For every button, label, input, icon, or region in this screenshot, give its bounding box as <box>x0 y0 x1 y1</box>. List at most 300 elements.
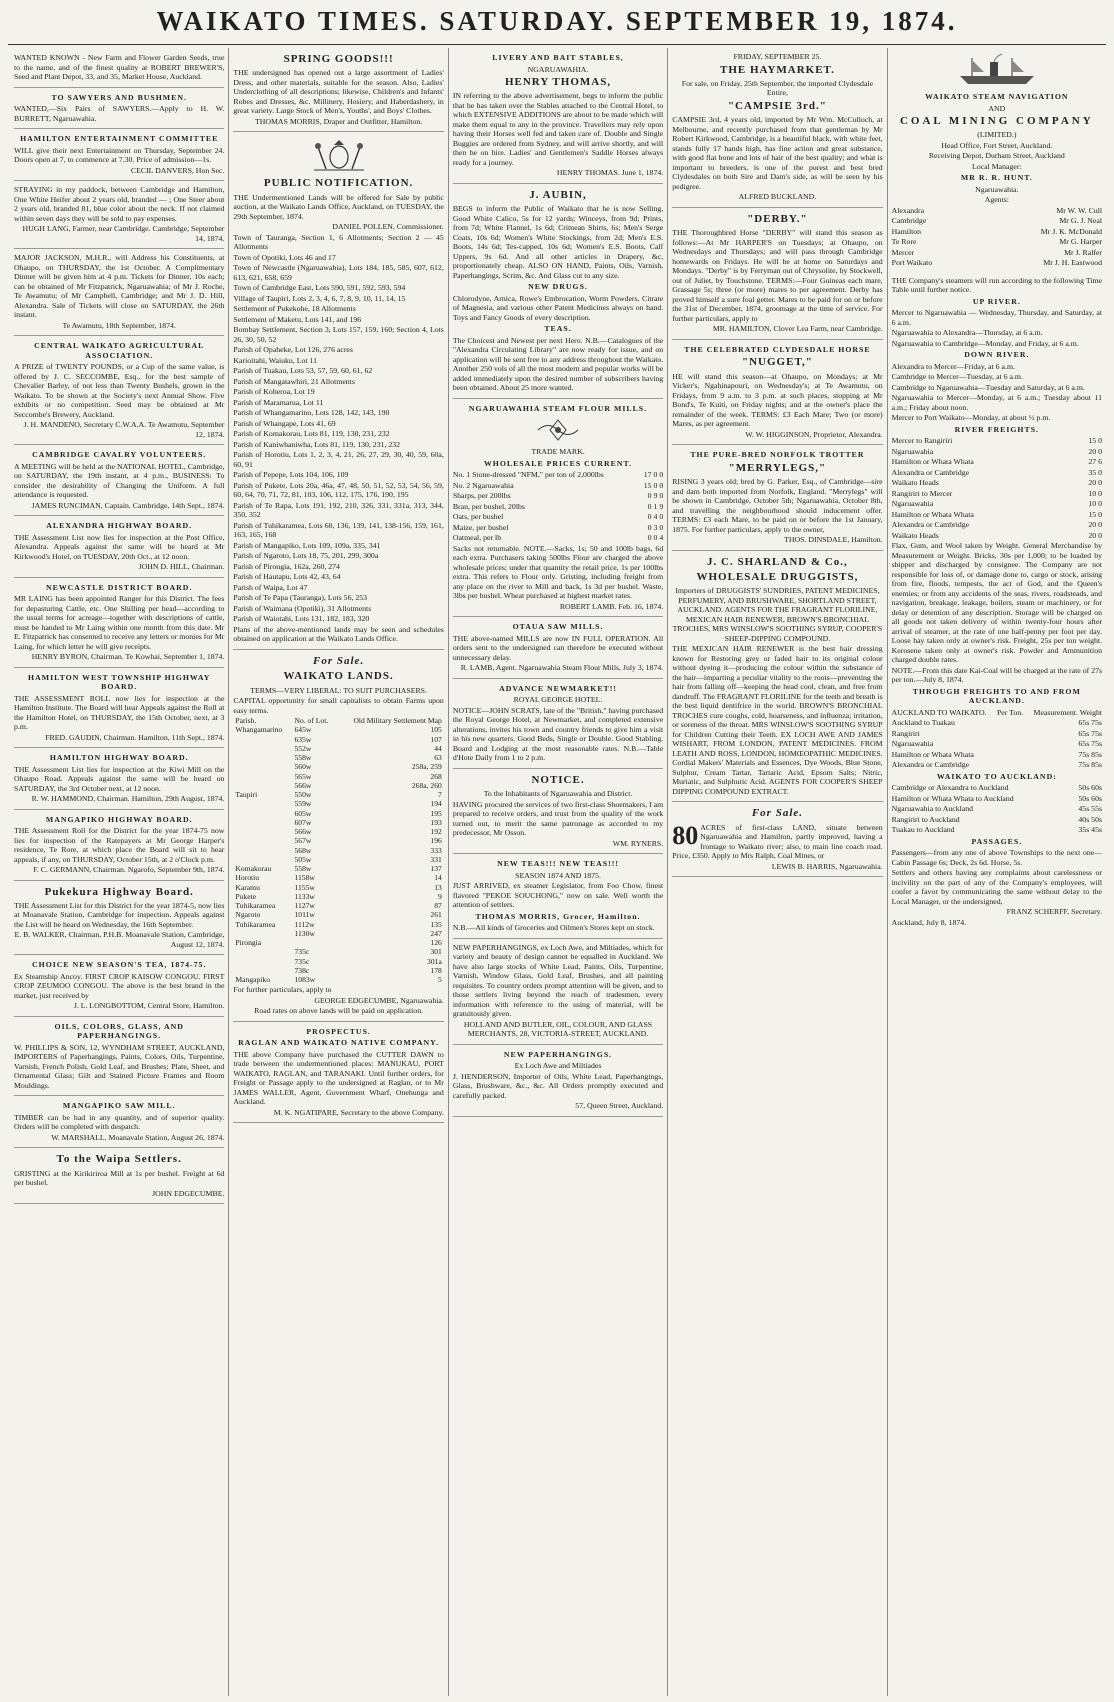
ad-body: THE Thoroughbred Horse "DERBY" will stand this season as follows:—At Mr HARPER'S on Tuesdays; at Ohaupo, on Wednesdays and Thursdays; and will pass through Cambridge homewards on Fridays. He will be at home on Saturdays and Mondays. "Derby" is by Ferryman out of Chrysolite, by Stockwell, out of Juliet, by Touchstone. TERMS:—Four Guineas each mare, Grassage 5s; three (or more) mares to per agreement. Derby has proved himself a sure foal getter. Mares to be paid for on or before the 31st of December, 1874, groomage at the time of service. For further particulars, apply to <box>672 228 883 323</box>
rate-row <box>892 815 1102 825</box>
ad-body: WILL give their next Entertainment on Thursday, September 24. Doors open at 7, to commence at 7.30. Price of admission—1s. <box>14 145 225 164</box>
agent-place: Alexandra <box>891 205 925 215</box>
table-row <box>233 753 443 762</box>
table-cell: 194 <box>430 799 442 809</box>
ad-title: OTAUA SAW MILLS. <box>512 622 604 632</box>
ad-body: THE above-named MILLS are now IN FULL OPERATION. All orders sent to the undersigned can therefore be executed without unnecessary delay. <box>452 633 664 662</box>
table-cell: 567w <box>294 836 312 846</box>
table-cell: 566w <box>294 827 312 837</box>
settlers-note: Settlers and others having any complaints about carelessness or incivility on the part of any of the Company's employees, will confer a favor by communicating the same without delay to the Local Manager, or the undersigned, <box>891 868 1103 906</box>
ad-body: MAJOR JACKSON, M.H.R., will Address his Constituents, at Ohaupo, on THURSDAY, the 1st October. A Complimentary Dinner will be given him at 4 p.m. Tickets for Dinner, 10s each; can be obtained of Mr Fitzpatrick, Ngaruawahia; of Mr J. Roche, Te Awamutu; of Mr Campbell, Cambridge; and Mr J. D. Hill, Alexandra. Sale of Tickets will close on SATURDAY, the 26th instant. <box>14 253 225 319</box>
ad-body: GRISTING at the Kirikiriroa Mill at 1s per bushel. Freight at 6d per bushel. <box>14 1168 225 1188</box>
table-row <box>233 855 443 864</box>
lot-line: Parish of Kaniwhaniwha, Lots 81, 119, 130, 231, 232 <box>233 439 401 449</box>
rate-route: Rangiriri <box>891 728 920 738</box>
ad-body: IN referring to the above advertisement, begs to inform the public that he has taken over the Stables attached to the Central Hotel, to which EXTENSIVE ADDITIONS are about to be made which will make them equal to any in the province. Travellers may rely upon having their Horses well fed and taken care of. Double and Single Buggies are ordered from Sydney, and will arrive shortly, and will then be on hire. Ladies' and Gentlemen's Saddle Horses always ready for a journey. <box>452 91 664 167</box>
ad-otaua <box>453 617 663 679</box>
table-cell: 87 <box>434 901 442 911</box>
column-header: Old Military Settlement Map <box>353 716 442 726</box>
ad-title: THE PURE-BRED NORFOLK TROTTER <box>690 450 865 460</box>
table-cell: 9 <box>438 891 442 901</box>
lot-line: Parish of Whangape, Lots 41, 69 <box>233 418 336 428</box>
ad-signature: J. H. MANDENO, Secretary C.W.A.A. Te Awamutu, September 12, 1874. <box>23 420 225 439</box>
ad-body: THE ASSESSMENT ROLL now lies for inspection at the Hamilton Institute. The Board will hear Appeals against the Roll at the Hamilton Hotel, on THURSDAY, the 15th October, next, at 3 p.m. <box>14 693 225 731</box>
ad-hamilton-board <box>14 748 224 810</box>
ad-saw-mill <box>14 1096 224 1148</box>
rate-values: 65s 75s <box>1078 739 1103 749</box>
table-cell: 605w <box>294 808 312 818</box>
ad-title: NGARUAWAHIA STEAM FLOUR MILLS. <box>468 403 648 413</box>
ad-terms: TERMS—VERY LIBERAL: TO SUIT PURCHASERS. <box>250 685 427 695</box>
rate-row <box>892 739 1102 749</box>
table-row <box>233 966 443 975</box>
ad-subtitle: TEAS. <box>544 324 572 334</box>
table-row <box>233 809 443 818</box>
price-value: 0 4 0 <box>647 512 664 522</box>
freight-row <box>892 520 1102 530</box>
price-row <box>453 533 663 543</box>
ad-title: LIVERY AND BAIT STABLES, <box>492 53 624 62</box>
ad-sharland <box>672 551 882 803</box>
agent-place: Mercer <box>891 247 915 257</box>
price-item: Bran, per bushel, 20lbs <box>452 501 525 511</box>
agent-name: Mr J. K. McDonald <box>1040 226 1103 236</box>
ad-title: TO SAWYERS AND BUSHMEN. <box>51 92 187 102</box>
ad-body: W. PHILLIPS & SON, 12, WYNDHAM STREET, AUCKLAND, IMPORTERS of Paperhangings, Paints, Colors, Oils, Turpentine, Varnish, French Polish, Gold Leaf, and Brushes; Plate, Sheet, and Ornamental Glass; Gilt and Stained Picture Frames and Room Mouldings. <box>14 1042 225 1090</box>
ad-subtitle: WAIKATO LANDS. <box>283 670 394 683</box>
table-cell: 14 <box>434 873 442 883</box>
table-cell: Karamu <box>235 882 260 892</box>
rate-row <box>892 750 1102 760</box>
ad-paperhangings <box>453 939 663 1045</box>
table-row <box>233 781 443 790</box>
ad-title: CENTRAL WAIKATO AGRICULTURAL ASSOCIATION. <box>34 341 205 360</box>
table-row <box>233 836 443 845</box>
ad-signature: W. W. HIGGINSON, Proprietor, Alexandra. <box>745 429 883 439</box>
ad-subtitle: Ex Loch Awe and Miltiades <box>514 1061 602 1071</box>
ad-body: TIMBER can be had in any quantity, and of superior quality. Orders will be completed with despatch. <box>14 1112 225 1132</box>
agent-name: Mr G. Harper <box>1059 237 1103 247</box>
ad-title: "DERBY." <box>747 212 808 225</box>
steamer-icon <box>892 52 1102 88</box>
ad-cavalry <box>14 445 224 516</box>
table-cell: Komakorau <box>235 864 272 874</box>
column-1 <box>10 48 229 1696</box>
ad-title: For Sale. <box>751 807 804 820</box>
ad-signature: W. MARSHALL. Moanavale Station, August 26, 1874. <box>51 1132 225 1142</box>
table-cell: Taupiri <box>235 790 258 800</box>
ad-signature: HUGH LANG, Farmer, near Cambridge. Cambridge, September 14, 1874. <box>22 224 225 243</box>
table-cell: 566w <box>294 780 312 790</box>
table-cell: Pukete <box>235 891 257 901</box>
table-cell: 645w <box>294 725 312 735</box>
timetable-row: Cambridge to Ngaruawahia—Tuesday and Saturday, at 6 a.m. <box>891 382 1085 392</box>
freight-row <box>892 478 1102 488</box>
lot-line: Town of Tauranga, Section 1, 6 Allotments; Section 2 — 45 Allotments <box>233 232 444 252</box>
ad-body: THE Assessment List now lies for inspection at the Post Office, Alexandra. Appeals against the same will be heard at Mr Kirkwood's Hotel, on TUESDAY, 20th Oct., at 12 noon. <box>14 532 225 561</box>
ad-signature: J. L. LONGBOTTOM, Central Store, Hamilton. <box>73 1001 225 1011</box>
ad-signature: HENRY THOMAS. June 1, 1874. <box>556 168 664 178</box>
rate-values: 65s 75s <box>1078 728 1103 738</box>
table-cell: 552w <box>294 743 312 753</box>
ad-newcastle-board <box>14 578 224 668</box>
ad-note: Sacks not returnable. NOTE.—Sacks, 1s; 50 and 100lb bags, 6d each extra. Purchasers taking 500lbs Flour are charged the above wholesale prices; under that quantity the retail price, 1s per 100lbs extra. This refers to Flour only. Gristing, including freight from any place on the river to Mill and back, 1s 3d per bushel. Waste, 3lbs per bushel. Wheat purchased at highest market rates. <box>452 543 664 601</box>
freight-row <box>892 447 1102 457</box>
ad-body: A MEETING will be held at the NATIONAL HOTEL, Cambridge, on SATURDAY, the 19th instant, at 4 p.m., BUSINESS: To consider the desirability of Changing the Uniform. A full attendance is requested. <box>14 461 225 499</box>
columns <box>10 48 1106 1696</box>
lot-line: Parish of Whangamarino, Lots 128, 142, 143, 190 <box>233 408 390 418</box>
rate-values: 75s 85s <box>1078 760 1103 770</box>
price-value: 0 1 9 <box>647 501 664 511</box>
rate-values: 40s 50s <box>1078 814 1103 824</box>
ad-note: N.B.—All kinds of Groceries and Oilmen's Stores kept on stock. <box>452 923 655 933</box>
ad-body: J. HENDERSON, Importer of Oils, White Lead, Paperhangings, Glass, Brushware, &c., &c. All Orders promptly executed and carefully packed. <box>452 1071 664 1100</box>
ad-straying <box>14 181 224 249</box>
horse-name: "NUGGET," <box>742 356 813 369</box>
ad-signature: 57, Queen Street, Auckland. <box>575 1101 664 1111</box>
table-cell: 635w <box>294 734 312 744</box>
lot-line: Parish of Opaheke, Lot 126, 276 acres <box>233 345 353 355</box>
agent-row <box>892 248 1102 258</box>
ad-waipa <box>14 1148 224 1204</box>
table-row <box>233 744 443 753</box>
ad-phillips <box>14 1017 224 1097</box>
table-cell: 137 <box>430 864 442 874</box>
ad-seeds <box>14 48 224 88</box>
through-freights-title: THROUGH FREIGHTS TO AND FROM AUCKLAND. <box>912 686 1081 706</box>
lands-table-body <box>233 725 443 984</box>
price-row <box>453 470 663 480</box>
freight-route: Alexandra or Cambridge <box>891 467 970 477</box>
price-value: 0 3 0 <box>647 522 664 532</box>
table-cell: 559w <box>294 799 312 809</box>
ad-title: NEW TEAS!!! NEW TEAS!!! <box>497 859 619 869</box>
table-cell: 333 <box>430 845 442 855</box>
ad-signature: CECIL DANVERS, Hon Sec. <box>130 165 225 175</box>
passages-body: Passengers—from any one of above Townships to the next one—Cabin Passage 6s; Deck, 2s 6d. Horse, 5s. <box>891 848 1103 867</box>
through-list <box>892 718 1102 770</box>
ad-title: HAMILTON ENTERTAINMENT COMMITTEE <box>20 134 219 143</box>
table-cell: 550w <box>294 790 312 800</box>
up-river-title: UP RIVER. <box>972 296 1021 306</box>
table-cell <box>233 799 292 808</box>
receiving-depot: Receiving Depot, Durham Street, Auckland <box>928 151 1065 161</box>
table-cell <box>233 836 292 845</box>
table-cell <box>233 753 292 762</box>
horse-name: "CAMPSIE 3rd." <box>727 99 827 112</box>
table-cell: Ngaroto <box>235 910 261 920</box>
table-cell <box>233 929 292 938</box>
table-cell: Whangamarino <box>235 725 283 735</box>
table-cell <box>233 735 292 744</box>
ad-date: FRIDAY, SEPTEMBER 25. <box>733 52 822 61</box>
lot-line: Parish of Waipa, Lot 47 <box>233 582 308 592</box>
agent-row <box>892 216 1102 226</box>
ad-body: THE undersigned has opened out a large assortment of Ladies' Dress, and other materials, suitable for the season. Also, Ladies' Underclothing of all descriptions; likewise, Children's and Infants' Robes and Dresses, &c. Millinery, Hosiery, and Haberdashery, in great variety. Large Stock of Men's, Youths', and Boys' Clothes. <box>233 68 444 116</box>
lot-line: Parish of Maramarua, Lot 11 <box>233 397 324 407</box>
table-row <box>233 827 443 836</box>
ad-body: THE Assessment List for this District for the year 1874-5, now lies at Moanavale Station, Cambridge for inspection. Appeals against the List will be heard on Wednesday, the 16th September. <box>14 900 225 929</box>
freight-row <box>892 531 1102 541</box>
ad-signature: THOS. DINSDALE, Hamilton. <box>784 535 883 545</box>
lot-line: Parish of Te Papa (Tauranga), Lots 56, 253 <box>233 593 368 603</box>
table-cell <box>233 744 292 753</box>
table-row <box>233 772 443 781</box>
agent-place: Cambridge <box>891 216 927 226</box>
masthead-rule <box>8 44 1106 45</box>
table-cell: 126 <box>430 938 442 948</box>
table-row <box>233 818 443 827</box>
ad-body: NOTICE—JOHN SCRATS, late of the "British," having purchased the Royal George Hotel, at Newmarket, and completed extensive alterations, invites his town and country friends to give him a visit in his new quarters. Good Beds, Single or Double. Good Stabling. Board and Lodging at the most reasonable rates. N.B.—Table d'Hote Daily from 1 to 2 p.m. <box>452 705 664 763</box>
table-cell: 135 <box>430 919 442 929</box>
table-cell: 738c <box>294 965 310 975</box>
ad-subtitle: RAGLAN AND WAIKATO NATIVE COMPANY. <box>238 1038 440 1048</box>
lot-line: Parish of Mangapiko, Lots 109, 109a, 335, 341 <box>233 540 381 550</box>
ad-body: ACRES of first-class LAND, situate between Ngaruawahia and Hamilton, partly improved, having a frontage to Waikato river; also, to main line coach road. Price, £350. Apply to Mrs Ralph, Coal Mines, or <box>672 822 883 861</box>
freight-row <box>892 499 1102 509</box>
lot-line: Parish of Pirongia, 162a, 260, 274 <box>233 561 340 571</box>
freights-title: RIVER FREIGHTS. <box>954 424 1039 434</box>
lot-line: Parish of Pukete, Lots 20a, 46a, 47, 48, 50, 51, 52, 53, 54, 56, 59, 60, 64, 70, 71, 72, 81, 103, 106, 112, 175, 176, 190, 195 <box>233 480 444 500</box>
table-cell: 301 <box>430 947 442 957</box>
table-cell: 1127w <box>294 901 315 911</box>
rate-route: Ngaruawahia to Auckland <box>891 804 974 814</box>
rate-route: Rangiriri to Auckland <box>891 814 960 824</box>
masthead: WAIKATO TIMES. SATURDAY. SEPTEMBER 19, 1874. <box>156 6 958 36</box>
freight-rate: 15 0 <box>1088 509 1103 519</box>
freight-rate: 20 0 <box>1088 478 1103 488</box>
price-value: 0 0 4 <box>647 533 664 543</box>
ad-signature: ROBERT LAMB. Feb. 16, 1874. <box>559 601 664 611</box>
agent-name: Mr G. J. Neal <box>1059 216 1103 226</box>
rate-row <box>892 794 1102 804</box>
ad-note: Road rates on above lands will be paid on application. <box>254 1006 424 1016</box>
ad-body: A PRIZE of TWENTY POUNDS, or a Cup of the same value, is offered by J. C. SECCOMBE, Esq., for the best sample of Chevalier Barley, of not less than Twenty Bushels, grown in the Waikato. To be shown at the Society's next Annual Show. Five exhibits or no competition. Seed may be obtained at Mr Seccombe's Brewery, Auckland. <box>14 362 225 419</box>
rate-row <box>892 783 1102 793</box>
ad-body: THE Undermentioned Lands will be offered for Sale by public auction, at the Waikato Lands Office, Auckland, on TUESDAY, the 29th September, 1874. <box>233 192 444 221</box>
ad-public-notification <box>233 132 443 649</box>
table-row <box>233 975 443 984</box>
price-row <box>453 512 663 522</box>
table-row <box>233 735 443 744</box>
table-cell: 1011w <box>294 910 315 920</box>
agent-row <box>892 237 1102 247</box>
table-cell: 1083w <box>294 975 316 985</box>
price-item: No. 1 Stone-dressed "NFM," per ton of 2,000lbs <box>452 470 604 480</box>
up-river-list <box>892 308 1102 348</box>
freight-route: Waikato Heads <box>891 530 939 540</box>
ad-agricultural <box>14 336 224 445</box>
ad-signature: LEWIS B. HARRIS, Ngaruawahia. <box>771 861 883 871</box>
down-river-list <box>892 362 1102 423</box>
lands-table <box>233 716 443 984</box>
lot-line: Parish of Waimana (Opotiki), 31 Allotments <box>233 603 372 613</box>
table-cell: 261 <box>430 910 442 920</box>
ad-body: BEGS to inform the Public of Waikato that he is now Selling, Good White Calico, 5s for 12 yards; Winceys, from 9d; Prints, from 7d; White Flannel, 1s 6d; Crimean Shirts, 6s; Men's Serge Coats, 10s 6d; Women's White Stockings, from 2d; Men's E.S. Boots, 14s 6d; Tes-capped, 10s 6d; Women's E.S. Boots, Calf Uppers, 9s 6d. And all other articles in Drapery, &c, proportionately cheap. ALSO ON HAND, Paints, Oils, Varnish, Paperhangings, Scrim, &c. And Glass cut to any size. <box>452 204 664 280</box>
ad-body: STRAYING in my paddock, between Cambridge and Hamilton, One White Heifer about 2 years old, branded — ; One Steer about 2 years old, branded 81, blue color about the neck. If not claimed within seven days they will be sold to pay expenses. <box>14 185 225 223</box>
ad-alexandra-board <box>14 516 224 578</box>
table-row <box>233 790 443 799</box>
ad-signature: DANIEL POLLEN, Commissioner. <box>332 222 444 232</box>
freight-rate: 10 0 <box>1088 488 1103 498</box>
ad-note: Plans of the above-mentioned lands may be seen and schedules obtained on application at the Waikato Lands Office. <box>233 624 444 644</box>
table-cell <box>233 772 292 781</box>
table-cell <box>233 827 292 836</box>
rate-route: Auckland to Tuakau <box>891 718 955 728</box>
freight-route: Ngaruawahia <box>891 499 934 509</box>
table-cell: Tuhikaramea <box>235 919 276 929</box>
manager-label: Local Manager: <box>972 161 1022 171</box>
ad-subtitle: For sale, on Friday, 25th September, the imported Clydesdale Entire, <box>681 78 874 98</box>
freight-row <box>892 457 1102 467</box>
table-row <box>233 799 443 808</box>
table-cell: 44 <box>434 743 442 753</box>
table-cell: 5 <box>438 975 442 985</box>
table-cell: 268a, 260 <box>411 780 442 790</box>
table-cell: 13 <box>434 882 442 892</box>
table-cell: 301a <box>427 956 442 966</box>
ad-body: JUST ARRIVED, ex steamer Legislator, from Foo Chow, finest flavored "PEKOE SOUCHONG," now on sale. Well worth the attention of settlers. <box>452 881 664 910</box>
timetable-row: Ngaruawahia to Alexandra—Thursday, at 6 a.m. <box>891 328 1043 338</box>
to-auckland-title: WAIKATO TO AUCKLAND: <box>936 771 1057 781</box>
price-item: Maize, per bushel <box>452 522 509 532</box>
table-row <box>233 846 443 855</box>
lot-line: Parish of Horotiu, Lots 1, 2, 3, 4, 21, 26, 27, 29, 30, 40, 59, 60a, 60, 91 <box>233 450 444 469</box>
timetable-row: Ngaruawahia to Cambridge—Monday, and Friday, at 6 a.m. <box>891 338 1079 348</box>
ad-name: HENRY THOMAS, <box>504 76 612 88</box>
column-header: Parish. <box>235 716 257 726</box>
lot-line: Parish of Tuakau, Lots 53, 57, 59, 60, 61, 62 <box>233 366 373 376</box>
ad-body: HE will stand this season—at Ohaupo, on Mondays; at Mr Vicker's, Ngahinapouri, on Wednesday's; at Te Awamutu, on Fridays, from 9 a.m. to 3 p.m. at such places, stopping at Mr Bond's, Te Kuiti, on Friday nights; and at the owner's place the remainder of the week. TERMS: £3 Each Mare; Two (or more) Mares, as per agreement. <box>672 371 883 429</box>
table-cell: 193 <box>430 817 442 827</box>
ad-body: THE MEXICAN HAIR RENEWER is the best hair dressing known for Restoring grey or faded hair to its original colour without dyeing it—producing the colour within the substance of the hair—imparting a peculiar vitality to the roots—preventing the hair from falling off—keeping the head cool, clean, and free from dandruff. The FRAGRANT FLORILINE for the teeth and breath is the best liquid dentifrice in the world. BROWN'S BRONCHIAL TROCHES cure coughs, cold, hoarseness, and influenza; irritation, or soreness of the throat. MRS WINSLOW'S SOOTHING SYRUP for Children Cutting their Teeth. EX LOCH AWE AND JAMES WISHART, FROM LONDON, PATENT MEDICINES. FROM LEATH AND ROSS, LONDON, HOMŒOPATHIC MEDICINES. Cordial Makers' Materials and Essences, Dye Woods, Blue Stone, Sulphur, Cream Tartar, Tartaric Acid, Epsom Salts; Nitric, Muriatic, and Sulphuric Acid. AGENTS FOR COOPER'S SHEEP DIPPING COMPOUND EXTRACT. <box>672 644 883 796</box>
agents-label: Agents: <box>984 195 1009 205</box>
ad-spring-goods <box>233 48 443 132</box>
ad-prospectus <box>233 1022 443 1124</box>
ad-body: HAVING procured the services of two first-class Shoemakers, I am prepared to receive orders, and trust from the quality of the work turned out, to merit the same patronage as accorded to my predecessor, Mr Osson. <box>452 799 664 838</box>
rate-values: 50s 60s <box>1078 793 1103 803</box>
lot-line: Parish of Mangatawhiri, 21 Allotments <box>233 376 355 386</box>
lot-line: Town of Newcastle (Ngaruawahia), Lots 184, 185, 585, 607, 612, 613, 621, 658, 659 <box>233 263 444 282</box>
table-cell: 568w <box>294 845 312 855</box>
price-item: Sharps, per 200lbs <box>452 491 511 501</box>
price-value: 0 9 0 <box>647 491 664 501</box>
rate-row <box>892 760 1102 770</box>
ad-signature: WM. RYNERS. <box>612 838 664 848</box>
table-cell: 178 <box>430 965 442 975</box>
to-auckland-list <box>892 783 1102 835</box>
column-2 <box>229 48 448 1696</box>
table-cell: 7 <box>438 790 442 800</box>
ad-place: NGARUAWAHIA. <box>527 64 589 74</box>
freight-route: Ngaruawahia <box>891 446 934 456</box>
freight-route: Alexandra or Cambridge <box>891 520 970 530</box>
ad-body: THE above Company have purchased the CUTTER DAWN to trade between the undermentioned places: MANUKAU, PORT WAIKATO, RAGLAN, and TARANAKI. Until further orders, for Freight or Passage apply to the undersigned at Raglan, or to Mr JAMES WALLER, Agent, Government Wharf, Onehunga and Auckland. <box>233 1049 444 1107</box>
timetable-row: Alexandra to Mercer—Friday, at 6 a.m. <box>891 361 1015 371</box>
ad-body: RISING 3 years old; bred by G. Parker, Esq., of Cambridge—sire and dam both imported from Norfolk, England. "Merrylegs" will be shown in Cambridge, October 5th; Ngaruawahia, October 8th, and travelling the neighbourhood should inducement offer. TERMS: £3 each Mare, to be paid on or before the 1st January, 1875. For further particulars, apply to the owner, <box>672 477 883 534</box>
table-cell <box>233 781 292 790</box>
ad-date: Auckland, July 8, 1874. <box>891 917 967 927</box>
lot-line: Parish of Te Rapa, Lots 191, 192, 210, 326, 331, 331a, 313, 344, 350, 352 <box>233 500 444 520</box>
table-row <box>233 725 443 734</box>
ad-title: NEW PAPERHANGINGS. <box>503 1049 613 1059</box>
rate-values: 50s 60s <box>1078 783 1103 793</box>
table-header <box>233 716 443 725</box>
ad-title: MANGAPIKO SAW MILL. <box>62 1101 176 1111</box>
lot-line: Parish of Ngaroto, Lots 18, 75, 201, 299, 300a <box>233 551 379 561</box>
coal-note: NOTE.—From this date Kai-Coal will be charged at the rate of 27s per ton.—July 8, 1874. <box>891 665 1103 685</box>
ad-subtitle: SEASON 1874 AND 1875. <box>515 870 601 880</box>
table-cell <box>233 957 292 966</box>
freight-route: Hamilton or Whata Whata <box>891 457 974 467</box>
table-row <box>233 864 443 873</box>
ad-subtitle: NEW DRUGS. <box>528 282 588 292</box>
company-limited: (LIMITED.) <box>977 130 1017 140</box>
column-3 <box>449 48 668 1696</box>
ad-signature: JAMES RUNCIMAN, Captain. Cambridge, 14th Sept., 1874. <box>31 500 225 510</box>
price-item: Oats, per bushel <box>452 512 504 522</box>
timetable-row: Cambridge to Mercer—Tuesday, at 6 a.m. <box>891 372 1023 382</box>
ad-title: PUBLIC NOTIFICATION. <box>263 177 414 190</box>
ad-body: Chlorodyne, Arnica, Rowe's Embrocation, Worm Powders, Citrate of Magnesia, and various other Patent Medicines always on hand. Toys and Fancy Goods of every description. <box>452 293 664 322</box>
ad-body: CAMPSIE 3rd, 4 years old, imported by Mr Wm. McCulloch, at Melbourne, and recently purchased from that gentleman by Mr Robert Kirkwood, Cambridge, is a beautiful black, with white feet, stands fully 17 hands high, has fine action and great substance, with good flat bone and lots of hair of the best quality; and what is important to breeders, is one of the purest and best bred Clydesdales on both Sire and Dam's side, as will be seen by his pedigree. <box>672 115 883 191</box>
lot-line: Parish of Koheroa, Lot 19 <box>233 387 315 397</box>
ad-merrylegs <box>672 445 882 550</box>
table-cell: 258a, 259 <box>411 762 442 772</box>
freight-terms: Flax, Gum, and Wool taken by Weight. General Merchandise by Measurement or Weight. Bricks, 30s per 1,000; to be loaded by shipper and discharged by consignee. The Company are not responsible for loss of, or damage done to, cargo or stock, arising from fire, floods, tempests, the act of God, and the Queen's enemies; or from any accidents of the seas, rivers, roadsteads, and navigation, breakage, leakage, boilers, steam or machinery, or for delay or detention of any description. Storage will be charged on all goods not taken delivery of within twenty-four hours after arrival of steamer, at the rate of one half-penny per foot per day. Loose hay taken only at owner's risk. Freight, 25s per ton weight. Kerosene taken only at owner's risk. Powder and Ammunition charged double rates. <box>891 541 1103 665</box>
rate-values: 65s 75s <box>1078 718 1103 728</box>
ad-signature: JOHN D. HILL, Chairman. <box>138 562 225 571</box>
table-cell: 63 <box>434 753 442 763</box>
ad-title: PROSPECTUS. <box>306 1026 371 1036</box>
agent-name: Mr W. W. Cull <box>1056 205 1103 215</box>
table-cell: 192 <box>430 827 442 837</box>
ad-title: ALEXANDRA HIGHWAY BOARD. <box>46 521 193 530</box>
ad-sawyers <box>14 88 224 130</box>
company-name-2: COAL MINING COMPANY <box>899 115 1094 127</box>
ad-entertainment <box>14 129 224 181</box>
table-row <box>233 901 443 910</box>
ad-signature: JOHN EDGECUMBE. <box>152 1188 225 1198</box>
rate-row <box>892 804 1102 814</box>
freight-route: Hamilton or Whata Whata <box>891 509 974 519</box>
ad-title: For Sale. <box>313 654 365 667</box>
table-cell: 607w <box>294 817 312 827</box>
ad-subtitle: ROYAL GEORGE HOTEL. <box>513 695 603 705</box>
ad-haymarket <box>672 48 882 208</box>
ad-signature: M. K. NGATIPARE, Secretary to the above Company. <box>273 1107 444 1117</box>
ad-signature: MR. HAMILTON, Clover Lea Farm, near Cambridge. <box>712 324 883 334</box>
acres-number: 80 <box>672 820 699 850</box>
table-cell <box>292 938 336 947</box>
horse-name: "MERRYLEGS," <box>728 461 827 474</box>
ad-agents: Importers of DRUGGISTS' SUNDRIES, PATENT MEDICINES, PERFUMERY, AND BRUSHWARE, SHORTLAND STREET, AUCKLAND. AGENTS FOR THE FRAGRANT FLORILINE, MEXICAN HAIR RENEWER, BROWN'S BRONCHIAL TROCHES, MRS WINSLOW'S SOOTHING SYRUP, COOPER'S SHEEP-DIPPING COMPOUND. <box>672 586 883 643</box>
trade-mark-icon <box>453 417 663 443</box>
head-office: Head Office, Fort Street, Auckland. <box>941 140 1053 150</box>
freights-list <box>892 436 1102 540</box>
rate-row <box>892 718 1102 728</box>
table-cell: 560w <box>294 762 312 772</box>
lot-line: Parish of Tuhikaramea, Lots 60, 136, 139, 141, 138-156, 159, 161, 163, 165, 168 <box>233 520 444 540</box>
freight-route: Mercer to Rangiriri <box>891 436 953 446</box>
ad-signature: HOLLAND AND BUTLER, OIL, COLOUR, AND GLASS MERCHANTS, 28, VICTORIA-STREET, AUCKLAND. <box>463 1019 653 1039</box>
rate-route: Hamilton or Whata Whata <box>891 749 974 759</box>
ad-signature: GEORGE EDGECUMBE, Ngaruawahia. <box>314 995 444 1005</box>
ad-body: NEW PAPERHANGINGS, ex Loch Awe, and Miltiades, which for variety and beauty of design cannot be equalled in Auckland. We have also large stocks of White Lead, Paints, Oils, Turpentine, Varnish, Window Glass, Gold Leaf, Brushes, and all painting requisites. To country orders prompt attention will be given, and to those settlers living beyond the reach of tradesmen, every information with reference to the using of material, will be gratuitously given. <box>452 942 664 1019</box>
ad-notice <box>453 769 663 854</box>
freight-rate: 15 0 <box>1088 436 1103 446</box>
price-value: 15 0 0 <box>643 480 664 490</box>
